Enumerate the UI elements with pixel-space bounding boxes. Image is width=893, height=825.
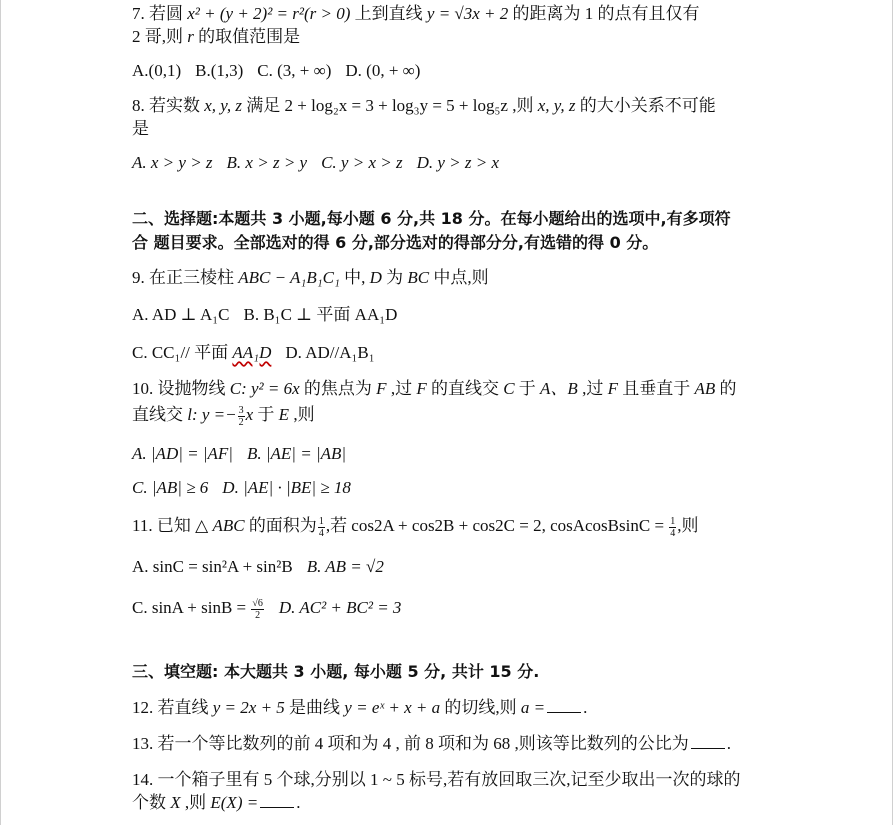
q11-option-c: C. sinA + sinB = bbox=[132, 598, 251, 617]
q11-fraction-product bbox=[669, 516, 676, 539]
q11-text: 的面积为 bbox=[244, 516, 317, 535]
q8-options bbox=[132, 151, 772, 175]
q11-options-cd bbox=[132, 596, 772, 621]
q11-option-b: B. AB = √2 bbox=[306, 557, 384, 576]
section3-heading: 三、填空题: 本大题共 3 小题, 每小题 5 分, 共计 15 分. bbox=[132, 662, 540, 681]
q8-option-c: C. y > x > z bbox=[321, 153, 403, 172]
q8-stem-line2 bbox=[132, 117, 772, 141]
q8-vars: x, y, z bbox=[204, 96, 243, 115]
q11-option-a: A. sinC = sin²A + sin²B bbox=[132, 557, 293, 576]
q10-text: ,过 bbox=[386, 379, 417, 398]
q13-stem bbox=[132, 732, 772, 756]
q10-fraction-denominator: 2 bbox=[238, 416, 244, 428]
q10-text: 于 bbox=[514, 379, 541, 398]
q14-text: ,则 bbox=[180, 793, 211, 812]
q11-option-c-fraction bbox=[251, 598, 264, 621]
q11-triangle: ABC bbox=[212, 516, 245, 535]
q10-var: F bbox=[376, 379, 387, 398]
q8-text: 的大小关系不可能 bbox=[575, 96, 716, 115]
q12-text: 12. 若直线 bbox=[132, 698, 213, 717]
q10-var: F bbox=[607, 379, 618, 398]
q10-fraction bbox=[238, 405, 245, 428]
q14-stem-line1: 14. 一个箱子里有 5 个球,分别以 1 ~ 5 标号,若有放回取三次,记至少取出一次的球的 bbox=[132, 770, 741, 789]
q10-text: 10. 设抛物线 bbox=[132, 379, 230, 398]
q12-line-eq: y = 2x + 5 bbox=[212, 698, 285, 717]
q7-stem-line2 bbox=[132, 25, 772, 49]
q7-line-eq: y = √3x + 2 bbox=[426, 4, 509, 23]
q14-expectation: E(X) = bbox=[210, 793, 259, 812]
q11-fraction-numerator: √6 bbox=[252, 597, 263, 609]
q10-var: E bbox=[278, 405, 290, 424]
q12-var-a: a = bbox=[520, 698, 546, 717]
q7-circle-eq: x² + (y + 2)² = r²(r > 0) bbox=[187, 4, 351, 23]
q11-fraction-denominator: 4 bbox=[318, 527, 324, 539]
q7-option-c: C. (3, + ∞) bbox=[257, 61, 332, 80]
q11-fraction-denominator: 2 bbox=[255, 609, 261, 621]
q10-text: ,过 bbox=[577, 379, 608, 398]
q7-option-d: D. (0, + ∞) bbox=[345, 61, 421, 80]
q7-stem-line1 bbox=[132, 2, 772, 26]
q11-options-ab bbox=[132, 555, 772, 579]
q10-text: 的 bbox=[715, 379, 737, 398]
q9-point-d: D bbox=[369, 268, 382, 287]
q10-text: 且垂直于 bbox=[617, 379, 695, 398]
section2-heading-line1: 二、选择题:本题共 3 小题,每小题 6 分,共 18 分。在每小题给出的选项中,有多项符 bbox=[132, 209, 731, 228]
section2-heading-line2: 合 题目要求。全部选对的得 6 分,部分选对的得部分分,有选错的得 0 分。 bbox=[132, 233, 659, 252]
q9-option-a: A. AD ⊥ A₁C bbox=[132, 305, 230, 324]
q8-text: 8. 若实数 bbox=[132, 96, 205, 115]
q7-text: 7. 若圆 bbox=[132, 4, 188, 23]
q14-stem-line2 bbox=[132, 791, 772, 815]
q9-option-d: D. AD//A₁B₁ bbox=[285, 343, 375, 362]
q10-option-b: B. |AE| = |AB| bbox=[246, 444, 347, 463]
q13-text: 13. 若一个等比数列的前 4 项和为 4 , 前 8 项和为 68 ,则该等比数列的公比为 bbox=[132, 734, 689, 753]
q12-text: . bbox=[583, 698, 588, 717]
q13-answer-blank[interactable] bbox=[691, 748, 725, 749]
q9-text: 9. 在正三棱柱 bbox=[132, 268, 239, 287]
q11-option-d: D. AC² + BC² = 3 bbox=[278, 598, 402, 617]
q10-text: 的直线交 bbox=[426, 379, 504, 398]
q10-fraction-numerator: 3 bbox=[238, 404, 244, 416]
q10-option-d: D. |AE| · |BE| ≥ 18 bbox=[222, 478, 351, 497]
q12-curve-eq: y = eˣ + x + a bbox=[344, 698, 441, 717]
q10-text: 的焦点为 bbox=[299, 379, 377, 398]
q11-text: 11. 已知 △ bbox=[132, 516, 213, 535]
q14-text: 个数 bbox=[132, 793, 171, 812]
q11-fraction-area bbox=[318, 516, 325, 539]
q11-text: ,则 bbox=[677, 516, 699, 535]
q11-stem bbox=[132, 514, 772, 539]
q8-stem-line1 bbox=[132, 94, 772, 118]
q7-text: 的取值范围是 bbox=[193, 27, 301, 46]
q7-text: 上到直线 bbox=[350, 4, 427, 23]
q10-var: C bbox=[503, 379, 515, 398]
q9-stem bbox=[132, 266, 772, 290]
q7-var-r: r bbox=[187, 27, 194, 46]
q10-options-cd bbox=[132, 476, 772, 500]
q7-option-a: A.(0,1) bbox=[132, 61, 182, 80]
q11-fraction-denominator: 4 bbox=[670, 527, 676, 539]
q8-option-b: B. x > z > y bbox=[226, 153, 308, 172]
q10-parabola: C: y² = 6x bbox=[229, 379, 300, 398]
q10-var: AB bbox=[694, 379, 716, 398]
q9-text: 为 bbox=[381, 268, 408, 287]
q9-option-c-plane: AA₁D bbox=[232, 343, 272, 362]
q9-text: 中, bbox=[339, 268, 370, 287]
q9-text: 中点,则 bbox=[429, 268, 489, 287]
q8-option-a: A. x > y > z bbox=[132, 153, 213, 172]
q9-options-ab bbox=[132, 303, 772, 327]
q10-var: F bbox=[416, 379, 427, 398]
q10-text: 于 bbox=[253, 405, 279, 424]
q7-options bbox=[132, 59, 772, 83]
q10-option-c: C. |AB| ≥ 6 bbox=[132, 478, 209, 497]
q7-text: 2 哥,则 bbox=[132, 27, 188, 46]
q10-text: 直线交 bbox=[132, 405, 188, 424]
q10-option-a: A. |AD| = |AF| bbox=[132, 444, 233, 463]
q10-stem-line2 bbox=[132, 403, 772, 428]
q12-text: 的切线,则 bbox=[440, 698, 521, 717]
q7-text: 的距离为 1 的点有且仅有 bbox=[508, 4, 700, 23]
q8-equation: 满足 2 + log₂x = 3 + log₃y = 5 + log₅z ,则 bbox=[242, 96, 538, 115]
q8-option-d: D. y > z > x bbox=[416, 153, 500, 172]
q11-fraction-numerator: 1 bbox=[670, 515, 676, 527]
page-edge-left bbox=[0, 0, 1, 825]
q8-text: 是 bbox=[132, 119, 149, 138]
q13-text: . bbox=[726, 734, 731, 753]
q11-fraction-numerator: 1 bbox=[318, 515, 324, 527]
q10-var: A、B bbox=[540, 379, 578, 398]
q7-option-b: B.(1,3) bbox=[195, 61, 244, 80]
q10-line-l: l: y =− bbox=[187, 405, 237, 424]
q9-option-c: C. CC₁// 平面 bbox=[132, 343, 233, 362]
q12-stem bbox=[132, 696, 772, 720]
q10-text: ,则 bbox=[289, 405, 315, 424]
q9-segment-bc: BC bbox=[407, 268, 430, 287]
q10-options-ab bbox=[132, 442, 772, 466]
q9-option-b: B. B₁C ⊥ 平面 AA₁D bbox=[243, 305, 398, 324]
q8-vars: x, y, z bbox=[537, 96, 576, 115]
q10-stem-line1 bbox=[132, 377, 772, 401]
q9-prism: ABC − A₁B₁C₁ bbox=[238, 268, 340, 287]
q11-condition: ,若 cos2A + cos2B + cos2C = 2, cosAcosBsinC = bbox=[325, 516, 669, 535]
q9-options-cd bbox=[132, 341, 772, 365]
q14-text: . bbox=[296, 793, 301, 812]
q12-text: 是曲线 bbox=[284, 698, 345, 717]
q12-answer-blank[interactable] bbox=[547, 712, 581, 713]
q14-answer-blank[interactable] bbox=[260, 807, 294, 808]
q10-var: x bbox=[245, 405, 254, 424]
q14-var-x: X bbox=[170, 793, 181, 812]
